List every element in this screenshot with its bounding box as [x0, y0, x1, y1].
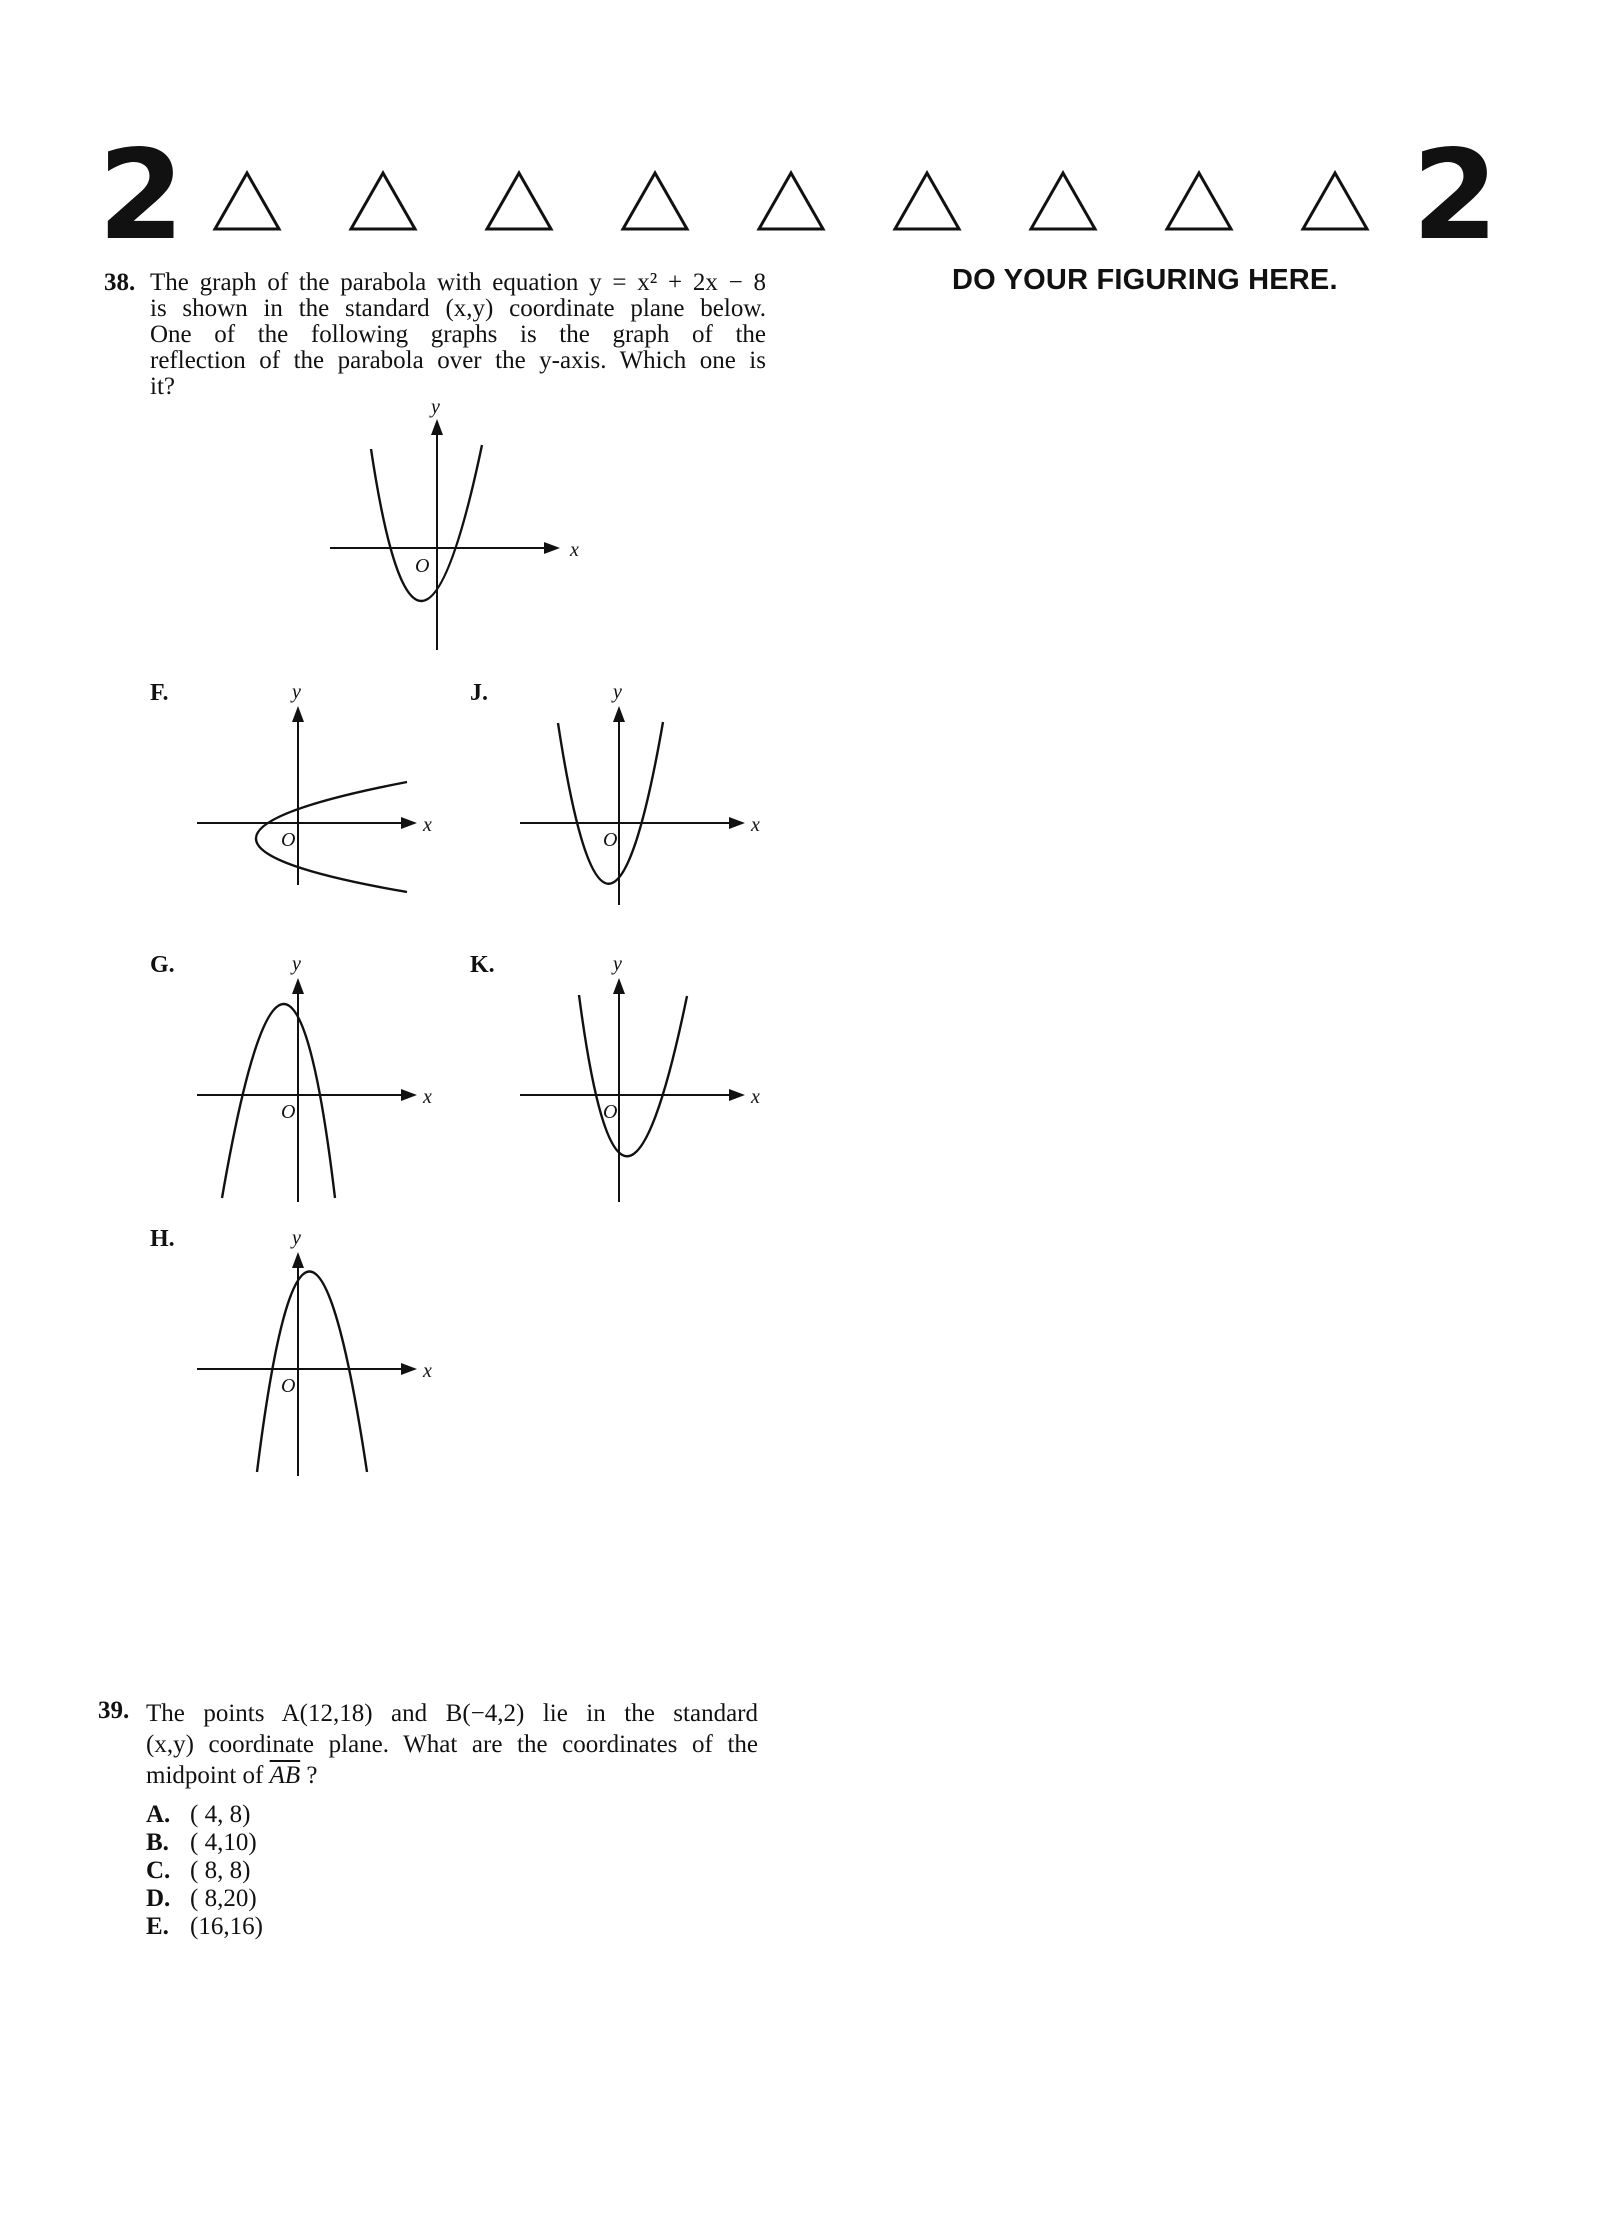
question-39-line — [146, 1760, 758, 1791]
triangle-outline — [487, 173, 551, 229]
x-axis-label: x — [423, 1360, 432, 1382]
question-39-line: (x,y) coordinate plane. What are the coordinates of the — [146, 1731, 758, 1758]
parabola-curve — [371, 445, 482, 601]
x-axis-label: x — [423, 1086, 432, 1108]
x-axis-arrow-icon — [729, 1089, 745, 1101]
choice-text: ( 4,10) — [190, 1829, 257, 1856]
triangle-icon — [1164, 170, 1234, 232]
parabola-curve — [558, 722, 663, 884]
graph-option-k[interactable] — [515, 953, 760, 1212]
question-38-text — [150, 270, 766, 400]
graph-option-h[interactable] — [195, 1227, 435, 1486]
question-39-prefix: midpoint of — [146, 1762, 264, 1789]
choice-text: ( 4, 8) — [190, 1801, 251, 1828]
triangle-icon — [756, 170, 826, 232]
graph-original-parabola — [330, 396, 579, 655]
question-38-line: it? — [150, 373, 175, 400]
question-38-line: reflection of the parabola over the y-axis. Which one is — [150, 347, 766, 374]
option-h-letter[interactable]: H. — [150, 1226, 175, 1252]
x-axis-label: x — [751, 1086, 760, 1108]
x-axis-label: x — [751, 814, 760, 836]
graph-option-j[interactable] — [515, 681, 760, 910]
y-axis-label: y — [292, 953, 301, 975]
x-axis-arrow-icon — [401, 1089, 417, 1101]
y-axis-label: y — [613, 953, 622, 975]
choice-letter: B. — [146, 1829, 169, 1856]
triangle-outline — [215, 173, 279, 229]
y-axis-label: y — [292, 1227, 301, 1249]
choice-b[interactable] — [146, 1829, 263, 1857]
triangle-icon — [1300, 170, 1370, 232]
graph-option-f[interactable] — [195, 681, 435, 910]
option-f-letter[interactable]: F. — [150, 680, 169, 706]
origin-label: O — [603, 829, 618, 851]
y-axis-label: y — [292, 681, 301, 703]
choice-letter: D. — [146, 1885, 171, 1912]
triangle-outline — [1031, 173, 1095, 229]
parabola-curve — [579, 995, 687, 1156]
triangle-outline — [1167, 173, 1231, 229]
section-number-left: 2 — [98, 124, 185, 268]
triangle-outline — [1303, 173, 1367, 229]
question-39-suffix: ? — [300, 1762, 318, 1789]
option-k-letter[interactable]: K. — [470, 952, 495, 978]
x-axis-arrow-icon — [401, 1363, 417, 1375]
triangle-icon — [620, 170, 690, 232]
question-39-number: 39. — [98, 1697, 130, 1724]
y-axis-label: y — [431, 396, 440, 418]
parabola-curve — [257, 1272, 367, 1473]
y-axis-arrow-icon — [431, 419, 443, 435]
question-38-line: is shown in the standard (x,y) coordinate plane below. — [150, 295, 766, 322]
choice-text: ( 8, 8) — [190, 1857, 251, 1884]
answer-choices — [146, 1801, 263, 1941]
triangle-icon — [1028, 170, 1098, 232]
choice-text: ( 8,20) — [190, 1885, 257, 1912]
choice-c[interactable] — [146, 1857, 263, 1885]
choice-a[interactable] — [146, 1801, 263, 1829]
origin-label: O — [603, 1101, 618, 1123]
x-axis-arrow-icon — [544, 542, 560, 554]
y-axis-arrow-icon — [292, 1252, 304, 1268]
origin-label: O — [415, 555, 430, 577]
choice-e[interactable] — [146, 1913, 263, 1941]
parabola-curve — [222, 1004, 335, 1198]
choice-text: (16,16) — [190, 1913, 263, 1940]
figuring-label: DO YOUR FIGURING HERE. — [952, 264, 1338, 296]
y-axis-arrow-icon — [292, 978, 304, 994]
choice-letter: A. — [146, 1801, 171, 1828]
question-39-text — [146, 1698, 758, 1791]
triangle-icon — [484, 170, 554, 232]
triangle-icon — [212, 170, 282, 232]
y-axis-label: y — [613, 681, 622, 703]
triangle-outline — [623, 173, 687, 229]
choice-d[interactable] — [146, 1885, 263, 1913]
y-axis-arrow-icon — [292, 706, 304, 722]
option-g-letter[interactable]: G. — [150, 952, 175, 978]
x-axis-label: x — [423, 814, 432, 836]
origin-label: O — [281, 829, 296, 851]
graph-option-g[interactable] — [195, 953, 435, 1212]
triangle-outline — [759, 173, 823, 229]
origin-label: O — [281, 1101, 296, 1123]
x-axis-arrow-icon — [729, 817, 745, 829]
question-38-number: 38. — [104, 269, 136, 296]
y-axis-arrow-icon — [613, 706, 625, 722]
triangle-outline — [895, 173, 959, 229]
question-39-line: The points A(12,18) and B(−4,2) lie in the standard — [146, 1700, 758, 1727]
choice-letter: C. — [146, 1857, 171, 1884]
triangle-icon — [348, 170, 418, 232]
parabola-curve — [256, 782, 407, 892]
question-38-line: The graph of the parabola with equation y = x² + 2x − 8 — [150, 269, 766, 296]
triangle-icon — [892, 170, 962, 232]
origin-label: O — [281, 1375, 296, 1397]
option-j-letter[interactable]: J. — [470, 680, 488, 706]
x-axis-arrow-icon — [401, 817, 417, 829]
triangle-outline — [351, 173, 415, 229]
x-axis-label: x — [570, 539, 579, 561]
question-38-line: One of the following graphs is the graph of the — [150, 321, 766, 348]
y-axis-arrow-icon — [613, 978, 625, 994]
segment-ab: $\overline{AB}$ — [269, 1762, 301, 1789]
choice-letter: E. — [146, 1913, 169, 1940]
section-number-right: 2 — [1412, 124, 1499, 268]
